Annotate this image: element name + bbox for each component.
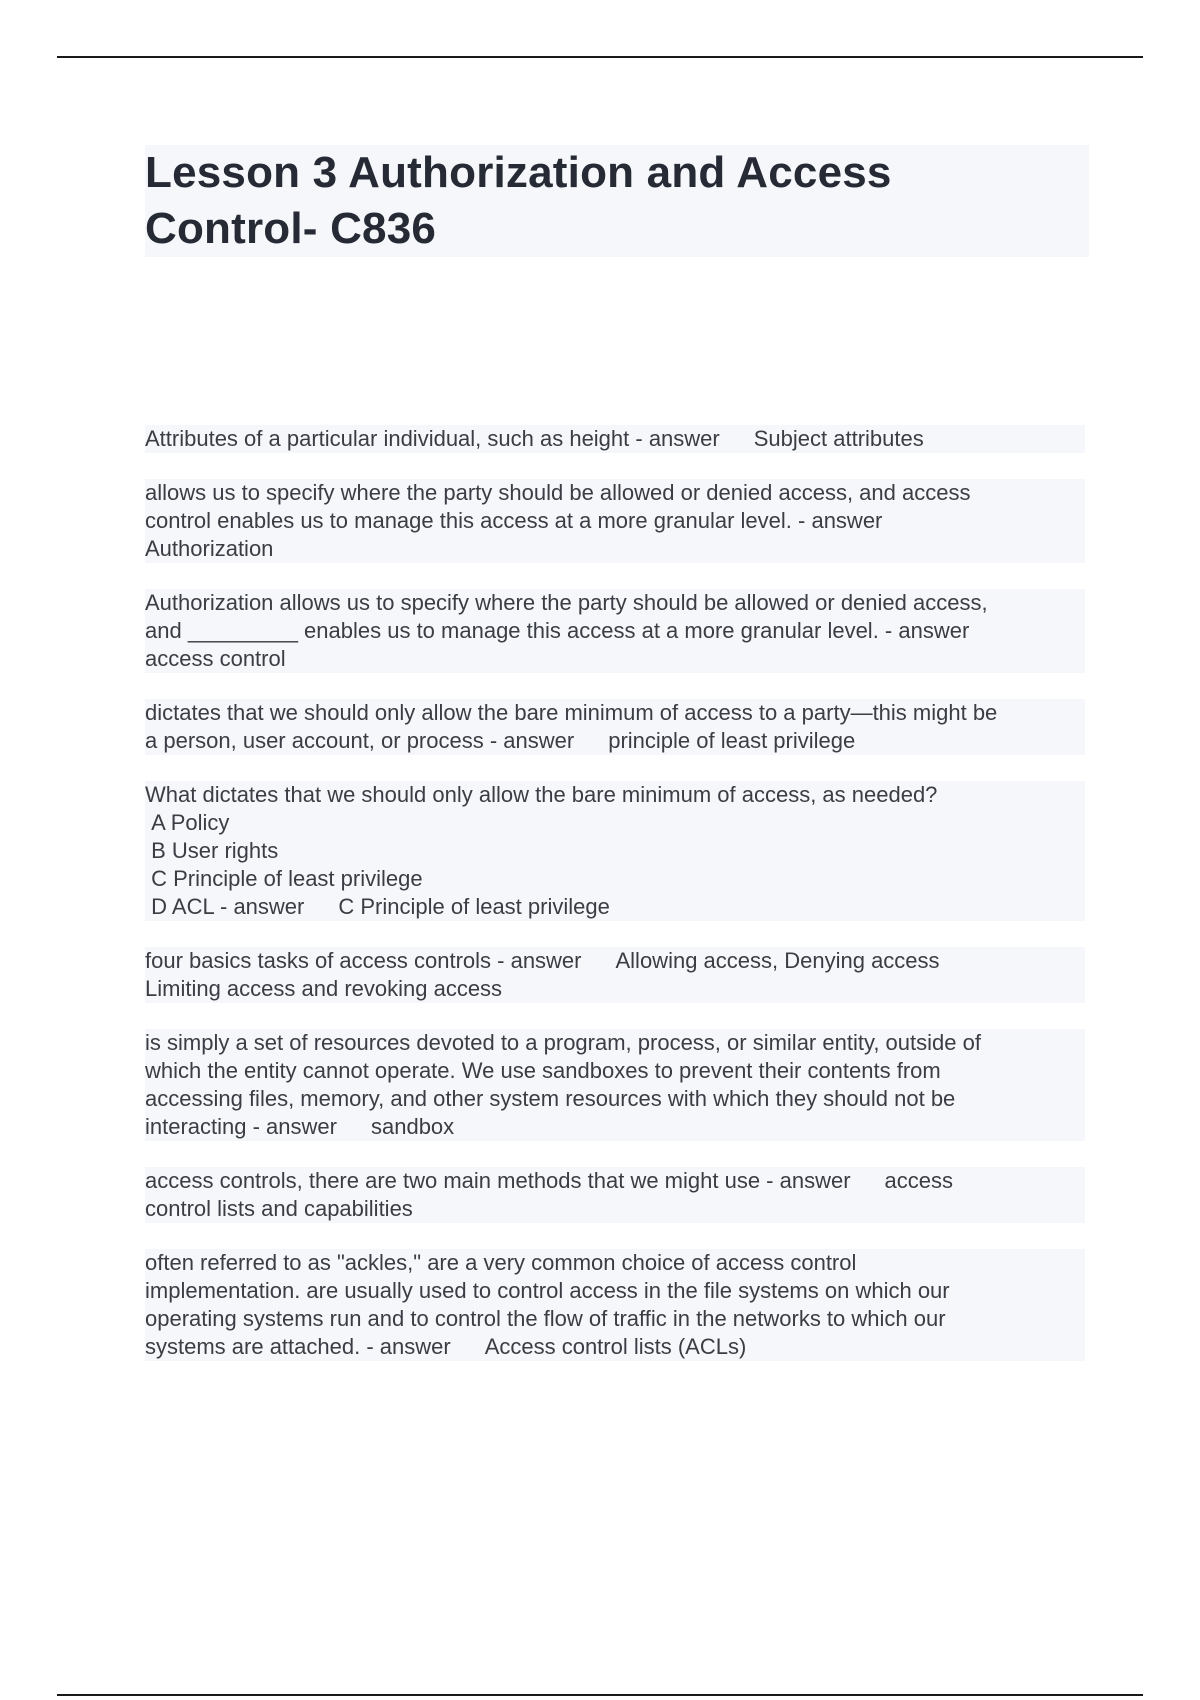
qa-question-line: is simply a set of resources devoted to a program, process, or similar entity, outside of [145,1030,981,1055]
qa-answer: C Principle of least privilege [338,894,610,919]
qa-item [145,425,1085,453]
qa-question-line: interacting - answer [145,1114,337,1139]
qa-question-line: allows us to specify where the party should be allowed or denied access, and access [145,480,971,505]
qa-question-line: accessing files, memory, and other system resources with which they should not be [145,1086,956,1111]
qa-item [145,1167,1085,1223]
qa-answer-continued: control lists and capabilities [145,1196,413,1221]
qa-item [145,1249,1085,1361]
qa-question-line: Attributes of a particular individual, such as height - answer [145,426,720,451]
qa-question-line: control enables us to manage this access at a more granular level. - answer [145,508,883,533]
qa-question-line: dictates that we should only allow the bare minimum of access to a party—this might be [145,700,998,725]
qa-item [145,479,1085,563]
qa-question-line: implementation. are usually used to control access in the file systems on which our [145,1278,950,1303]
qa-item [145,699,1085,755]
qa-question-line: Authorization allows us to specify where the party should be allowed or denied access, [145,590,988,615]
qa-option: D ACL - answer [145,894,305,919]
title-line-1: Lesson 3 Authorization and Access [145,148,892,197]
title-block [145,145,1089,257]
qa-answer-continued: Limiting access and revoking access [145,976,503,1001]
qa-question-line: and _________ enables us to manage this access at a more granular level. - answer [145,618,970,643]
qa-question-line: What dictates that we should only allow the bare minimum of access, as needed? [145,782,938,807]
qa-option: B User rights [145,838,279,863]
qa-item [145,781,1085,921]
qa-answer: Allowing access, Denying access [615,948,940,973]
qa-question-line: operating systems run and to control the flow of traffic in the networks to which our [145,1306,946,1331]
qa-answer: sandbox [370,1114,455,1139]
qa-question-line: which the entity cannot operate. We use sandboxes to prevent their contents from [145,1058,941,1083]
qa-question-line: often referred to as "ackles," are a very common choice of access control [145,1250,857,1275]
qa-question-line: a person, user account, or process - answer [145,728,575,753]
qa-question-line: systems are attached. - answer [145,1334,451,1359]
qa-question-line: four basics tasks of access controls - answer [145,948,582,973]
qa-answer: Subject attributes [753,426,924,451]
qa-item [145,1029,1085,1141]
qa-item [145,589,1085,673]
qa-answer: principle of least privilege [608,728,856,753]
top-rule [57,56,1143,58]
qa-question-line: access controls, there are two main methods that we might use - answer [145,1168,851,1193]
bottom-rule [57,1694,1143,1696]
title-line-2: Control- C836 [145,204,437,253]
qa-option: A Policy [145,810,230,835]
page-title [145,145,1089,257]
qa-item [145,947,1085,1003]
qa-option: C Principle of least privilege [145,866,423,891]
qa-answer-line: access control [145,646,286,671]
qa-answer: Access control lists (ACLs) [484,1334,747,1359]
qa-list [145,425,1085,1387]
qa-answer-line: Authorization [145,536,274,561]
qa-answer: access [884,1168,954,1193]
